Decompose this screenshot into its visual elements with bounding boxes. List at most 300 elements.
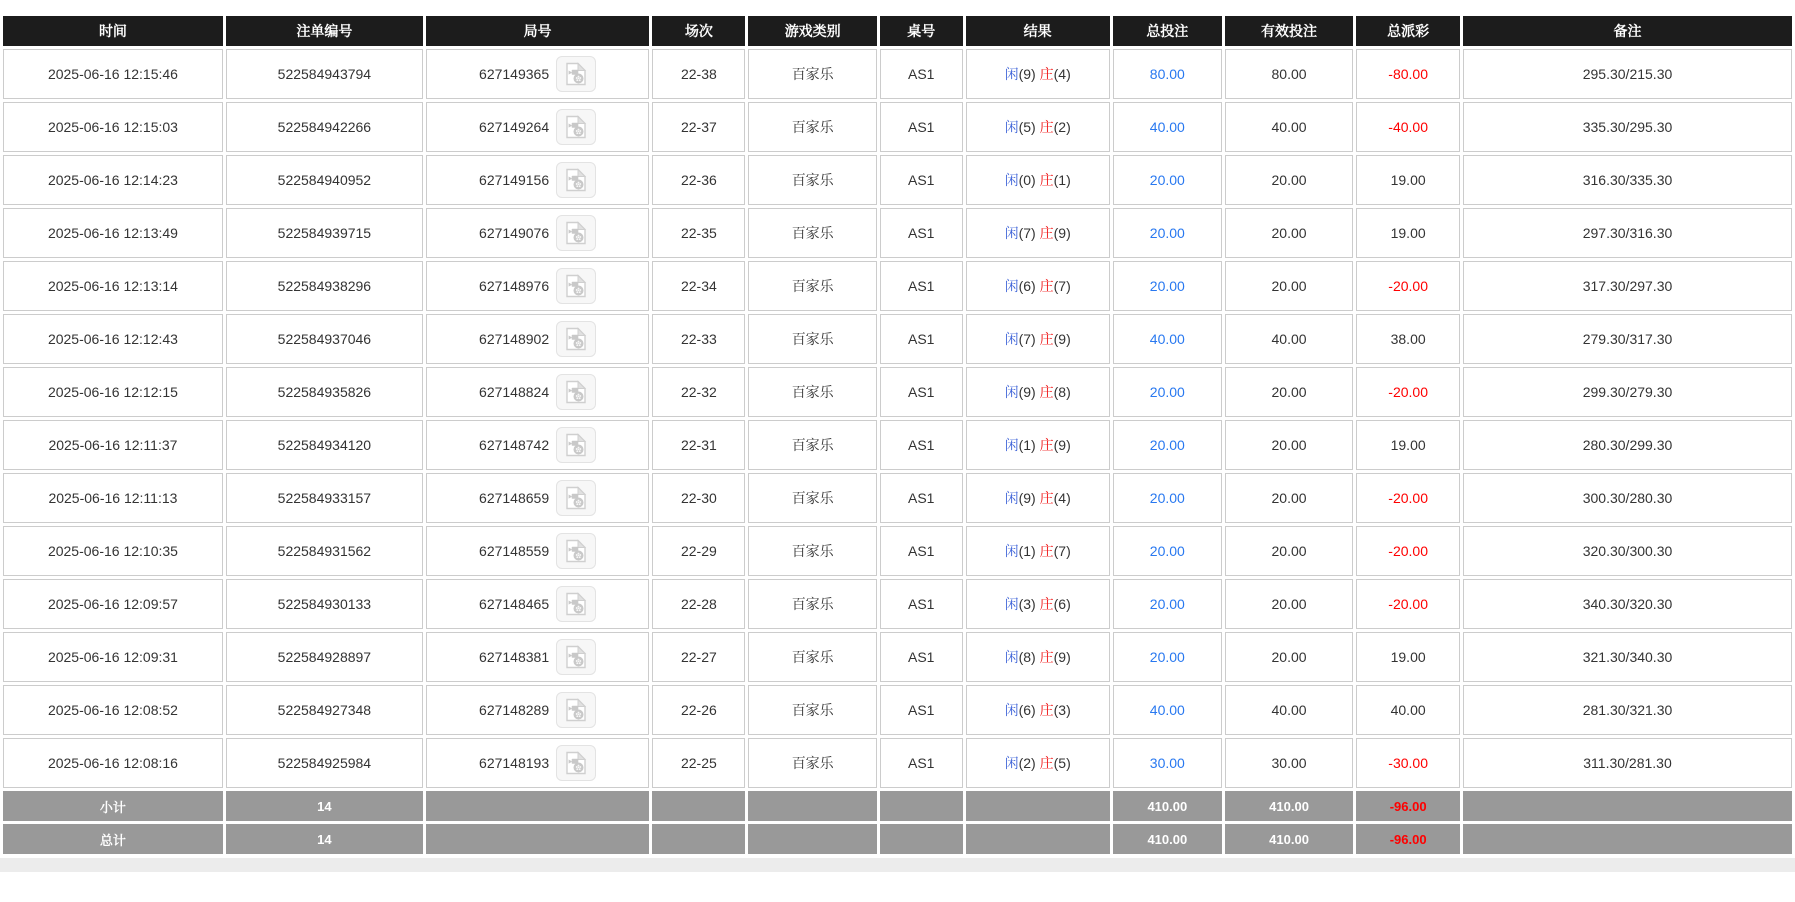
round-id: 627149365: [479, 66, 550, 82]
bet-id-cell: 522584934120: [226, 420, 423, 470]
bet-row: [3, 208, 1792, 258]
result-cell: [966, 473, 1110, 523]
time-cell: 2025-06-16 12:15:46: [3, 49, 223, 99]
payout-cell: -20.00: [1356, 367, 1460, 417]
video-replay-icon: [563, 274, 589, 298]
result-cell: [966, 314, 1110, 364]
payout-cell: 19.00: [1356, 420, 1460, 470]
player-result-score: (9): [1018, 66, 1036, 82]
remark-cell: 320.30/300.30: [1463, 526, 1792, 576]
banker-result-label: 庄: [1039, 649, 1054, 665]
summary-empty-cell: [652, 824, 745, 854]
round-cell: [426, 208, 649, 258]
payout-cell: -30.00: [1356, 738, 1460, 788]
column-header: 有效投注: [1225, 16, 1353, 46]
video-replay-button[interactable]: [556, 586, 596, 622]
summary-count-cell: 14: [226, 791, 423, 821]
remark-cell: 335.30/295.30: [1463, 102, 1792, 152]
result-cell: [966, 49, 1110, 99]
banker-result-label: 庄: [1039, 119, 1054, 135]
summary-valid-bet-cell: 410.00: [1225, 791, 1353, 821]
bet-row: [3, 526, 1792, 576]
result-cell: [966, 208, 1110, 258]
player-result-score: (3): [1018, 596, 1036, 612]
banker-result-score: (9): [1053, 225, 1071, 241]
valid-bet-cell: 40.00: [1225, 685, 1353, 735]
player-result-score: (7): [1018, 331, 1036, 347]
summary-empty-cell: [426, 824, 649, 854]
banker-result-score: (6): [1053, 596, 1071, 612]
video-replay-button[interactable]: [556, 268, 596, 304]
time-cell: 2025-06-16 12:09:57: [3, 579, 223, 629]
video-replay-button[interactable]: [556, 639, 596, 675]
banker-result-score: (8): [1053, 384, 1071, 400]
video-replay-button[interactable]: [556, 109, 596, 145]
session-cell: 22-33: [652, 314, 745, 364]
session-cell: 22-38: [652, 49, 745, 99]
player-result-label: 闲: [1004, 384, 1019, 400]
video-replay-icon: [563, 486, 589, 510]
video-replay-button[interactable]: [556, 374, 596, 410]
player-result-score: (8): [1018, 649, 1036, 665]
video-replay-icon: [563, 433, 589, 457]
session-cell: 22-31: [652, 420, 745, 470]
game-type-cell: 百家乐: [748, 314, 876, 364]
session-cell: 22-29: [652, 526, 745, 576]
time-cell: 2025-06-16 12:09:31: [3, 632, 223, 682]
player-result-label: 闲: [1004, 119, 1019, 135]
total-bet-cell: 20.00: [1113, 261, 1222, 311]
video-replay-icon: [563, 539, 589, 563]
time-cell: 2025-06-16 12:10:35: [3, 526, 223, 576]
player-result-label: 闲: [1004, 702, 1019, 718]
game-type-cell: 百家乐: [748, 155, 876, 205]
time-cell: 2025-06-16 12:12:15: [3, 367, 223, 417]
bet-id-cell: 522584928897: [226, 632, 423, 682]
bet-history-table: [0, 13, 1795, 857]
banker-result-score: (7): [1053, 278, 1071, 294]
video-replay-button[interactable]: [556, 692, 596, 728]
time-cell: 2025-06-16 12:13:49: [3, 208, 223, 258]
table-no-cell: AS1: [880, 367, 963, 417]
round-cell: [426, 738, 649, 788]
summary-empty-cell: [880, 791, 963, 821]
round-cell: [426, 367, 649, 417]
summary-empty-cell: [652, 791, 745, 821]
summary-empty-cell: [748, 791, 876, 821]
banker-result-score: (9): [1053, 437, 1071, 453]
session-cell: 22-34: [652, 261, 745, 311]
valid-bet-cell: 20.00: [1225, 526, 1353, 576]
round-id: 627148824: [479, 384, 550, 400]
session-cell: 22-28: [652, 579, 745, 629]
summary-empty-cell: [748, 824, 876, 854]
banker-result-label: 庄: [1039, 596, 1054, 612]
column-header: 总投注: [1113, 16, 1222, 46]
session-cell: 22-26: [652, 685, 745, 735]
valid-bet-cell: 40.00: [1225, 314, 1353, 364]
valid-bet-cell: 20.00: [1225, 208, 1353, 258]
banker-result-label: 庄: [1039, 702, 1054, 718]
total-bet-cell: 20.00: [1113, 632, 1222, 682]
payout-cell: -20.00: [1356, 473, 1460, 523]
round-cell: [426, 632, 649, 682]
result-cell: [966, 155, 1110, 205]
banker-result-label: 庄: [1039, 225, 1054, 241]
valid-bet-cell: 20.00: [1225, 420, 1353, 470]
banker-result-label: 庄: [1039, 278, 1054, 294]
video-replay-button[interactable]: [556, 745, 596, 781]
valid-bet-cell: 30.00: [1225, 738, 1353, 788]
bet-row: [3, 473, 1792, 523]
session-cell: 22-37: [652, 102, 745, 152]
game-type-cell: 百家乐: [748, 261, 876, 311]
round-id: 627149076: [479, 225, 550, 241]
column-header: 注单编号: [226, 16, 423, 46]
result-cell: [966, 102, 1110, 152]
player-result-score: (5): [1018, 119, 1036, 135]
total-bet-cell: 20.00: [1113, 579, 1222, 629]
remark-cell: 299.30/279.30: [1463, 367, 1792, 417]
payout-cell: 19.00: [1356, 155, 1460, 205]
valid-bet-cell: 20.00: [1225, 473, 1353, 523]
remark-cell: 300.30/280.30: [1463, 473, 1792, 523]
game-type-cell: 百家乐: [748, 49, 876, 99]
round-id: 627148742: [479, 437, 550, 453]
column-header: 桌号: [880, 16, 963, 46]
game-type-cell: 百家乐: [748, 526, 876, 576]
bet-id-cell: 522584931562: [226, 526, 423, 576]
time-cell: 2025-06-16 12:08:16: [3, 738, 223, 788]
banker-result-score: (9): [1053, 331, 1071, 347]
payout-cell: -40.00: [1356, 102, 1460, 152]
table-no-cell: AS1: [880, 420, 963, 470]
result-cell: [966, 632, 1110, 682]
player-result-score: (6): [1018, 278, 1036, 294]
summary-empty-cell: [966, 824, 1110, 854]
player-result-label: 闲: [1004, 543, 1019, 559]
summary-count-cell: 14: [226, 824, 423, 854]
round-id: 627148193: [479, 755, 550, 771]
video-replay-button[interactable]: [556, 427, 596, 463]
bet-row: [3, 579, 1792, 629]
round-cell: [426, 526, 649, 576]
bet-row: [3, 155, 1792, 205]
player-result-label: 闲: [1004, 225, 1019, 241]
video-replay-icon: [563, 327, 589, 351]
result-cell: [966, 420, 1110, 470]
game-type-cell: 百家乐: [748, 473, 876, 523]
video-replay-icon: [563, 751, 589, 775]
session-cell: 22-36: [652, 155, 745, 205]
summary-empty-cell: [966, 791, 1110, 821]
summary-empty-cell: [880, 824, 963, 854]
bet-id-cell: 522584942266: [226, 102, 423, 152]
banker-result-label: 庄: [1039, 543, 1054, 559]
summary-remark-cell: [1463, 824, 1792, 854]
round-id: 627148381: [479, 649, 550, 665]
valid-bet-cell: 20.00: [1225, 261, 1353, 311]
round-cell: [426, 49, 649, 99]
time-cell: 2025-06-16 12:13:14: [3, 261, 223, 311]
player-result-score: (9): [1018, 490, 1036, 506]
game-type-cell: 百家乐: [748, 632, 876, 682]
game-type-cell: 百家乐: [748, 420, 876, 470]
round-id: 627148659: [479, 490, 550, 506]
remark-cell: 316.30/335.30: [1463, 155, 1792, 205]
session-cell: 22-30: [652, 473, 745, 523]
player-result-score: (1): [1018, 437, 1036, 453]
summary-valid-bet-cell: 410.00: [1225, 824, 1353, 854]
table-no-cell: AS1: [880, 208, 963, 258]
payout-cell: 40.00: [1356, 685, 1460, 735]
round-cell: [426, 420, 649, 470]
remark-cell: 311.30/281.30: [1463, 738, 1792, 788]
game-type-cell: 百家乐: [748, 208, 876, 258]
banker-result-label: 庄: [1039, 384, 1054, 400]
summary-total-bet-cell: 410.00: [1113, 791, 1222, 821]
player-result-label: 闲: [1004, 331, 1019, 347]
player-result-label: 闲: [1004, 490, 1019, 506]
bet-id-cell: 522584927348: [226, 685, 423, 735]
player-result-label: 闲: [1004, 649, 1019, 665]
remark-cell: 340.30/320.30: [1463, 579, 1792, 629]
table-no-cell: AS1: [880, 685, 963, 735]
total-bet-cell: 20.00: [1113, 367, 1222, 417]
result-cell: [966, 685, 1110, 735]
player-result-label: 闲: [1004, 755, 1019, 771]
player-result-label: 闲: [1004, 596, 1019, 612]
payout-cell: -20.00: [1356, 579, 1460, 629]
total-bet-cell: 30.00: [1113, 738, 1222, 788]
table-no-cell: AS1: [880, 261, 963, 311]
bet-id-cell: 522584943794: [226, 49, 423, 99]
round-cell: [426, 473, 649, 523]
payout-cell: -20.00: [1356, 261, 1460, 311]
header-row: [3, 16, 1792, 46]
remark-cell: 280.30/299.30: [1463, 420, 1792, 470]
video-replay-icon: [563, 221, 589, 245]
player-result-score: (1): [1018, 543, 1036, 559]
bet-id-cell: 522584939715: [226, 208, 423, 258]
game-type-cell: 百家乐: [748, 738, 876, 788]
payout-cell: -80.00: [1356, 49, 1460, 99]
time-cell: 2025-06-16 12:08:52: [3, 685, 223, 735]
bet-id-cell: 522584933157: [226, 473, 423, 523]
round-id: 627149264: [479, 119, 550, 135]
video-replay-icon: [563, 698, 589, 722]
time-cell: 2025-06-16 12:11:37: [3, 420, 223, 470]
payout-cell: 19.00: [1356, 208, 1460, 258]
time-cell: 2025-06-16 12:11:13: [3, 473, 223, 523]
video-replay-button[interactable]: [556, 321, 596, 357]
round-id: 627148559: [479, 543, 550, 559]
bet-row: [3, 49, 1792, 99]
game-type-cell: 百家乐: [748, 579, 876, 629]
column-header: 游戏类别: [748, 16, 876, 46]
remark-cell: 317.30/297.30: [1463, 261, 1792, 311]
result-cell: [966, 367, 1110, 417]
table-no-cell: AS1: [880, 102, 963, 152]
player-result-score: (6): [1018, 702, 1036, 718]
banker-result-score: (3): [1053, 702, 1071, 718]
summary-total-bet-cell: 410.00: [1113, 824, 1222, 854]
bet-id-cell: 522584925984: [226, 738, 423, 788]
time-cell: 2025-06-16 12:12:43: [3, 314, 223, 364]
total-bet-cell: 20.00: [1113, 155, 1222, 205]
table-no-cell: AS1: [880, 526, 963, 576]
column-header: 结果: [966, 16, 1110, 46]
summary-payout-cell: -96.00: [1356, 824, 1460, 854]
table-no-cell: AS1: [880, 473, 963, 523]
bet-row: [3, 367, 1792, 417]
round-id: 627148465: [479, 596, 550, 612]
video-replay-button[interactable]: [556, 162, 596, 198]
session-cell: 22-32: [652, 367, 745, 417]
remark-cell: 279.30/317.30: [1463, 314, 1792, 364]
total-bet-cell: 20.00: [1113, 420, 1222, 470]
bet-row: [3, 685, 1792, 735]
table-no-cell: AS1: [880, 155, 963, 205]
video-replay-icon: [563, 115, 589, 139]
game-type-cell: 百家乐: [748, 685, 876, 735]
result-cell: [966, 261, 1110, 311]
game-type-cell: 百家乐: [748, 367, 876, 417]
summary-label-cell: 小计: [3, 791, 223, 821]
valid-bet-cell: 80.00: [1225, 49, 1353, 99]
payout-cell: -20.00: [1356, 526, 1460, 576]
remark-cell: 295.30/215.30: [1463, 49, 1792, 99]
bet-row: [3, 420, 1792, 470]
player-result-label: 闲: [1004, 278, 1019, 294]
video-replay-button[interactable]: [556, 56, 596, 92]
summary-empty-cell: [426, 791, 649, 821]
round-cell: [426, 261, 649, 311]
payout-cell: 19.00: [1356, 632, 1460, 682]
round-cell: [426, 314, 649, 364]
bet-id-cell: 522584938296: [226, 261, 423, 311]
player-result-score: (0): [1018, 172, 1036, 188]
player-result-label: 闲: [1004, 172, 1019, 188]
bet-row: [3, 102, 1792, 152]
time-cell: 2025-06-16 12:14:23: [3, 155, 223, 205]
summary-label-cell: 总计: [3, 824, 223, 854]
result-cell: [966, 526, 1110, 576]
round-cell: [426, 685, 649, 735]
banker-result-label: 庄: [1039, 490, 1054, 506]
round-id: 627148976: [479, 278, 550, 294]
banker-result-score: (2): [1053, 119, 1071, 135]
total-bet-cell: 80.00: [1113, 49, 1222, 99]
game-type-cell: 百家乐: [748, 102, 876, 152]
round-cell: [426, 155, 649, 205]
banker-result-label: 庄: [1039, 331, 1054, 347]
banker-result-score: (7): [1053, 543, 1071, 559]
remark-cell: 297.30/316.30: [1463, 208, 1792, 258]
video-replay-button[interactable]: [556, 533, 596, 569]
player-result-score: (9): [1018, 384, 1036, 400]
table-no-cell: AS1: [880, 49, 963, 99]
bet-id-cell: 522584937046: [226, 314, 423, 364]
time-cell: 2025-06-16 12:15:03: [3, 102, 223, 152]
total-bet-cell: 20.00: [1113, 208, 1222, 258]
table-no-cell: AS1: [880, 314, 963, 364]
valid-bet-cell: 20.00: [1225, 579, 1353, 629]
session-cell: 22-25: [652, 738, 745, 788]
table-no-cell: AS1: [880, 632, 963, 682]
banker-result-score: (1): [1053, 172, 1071, 188]
table-no-cell: AS1: [880, 579, 963, 629]
valid-bet-cell: 20.00: [1225, 155, 1353, 205]
round-cell: [426, 579, 649, 629]
total-bet-cell: 40.00: [1113, 102, 1222, 152]
page-footer-strip: [0, 858, 1795, 872]
result-cell: [966, 738, 1110, 788]
round-id: 627148902: [479, 331, 550, 347]
banker-result-label: 庄: [1039, 755, 1054, 771]
video-replay-icon: [563, 168, 589, 192]
column-header: 备注: [1463, 16, 1792, 46]
video-replay-button[interactable]: [556, 215, 596, 251]
bet-id-cell: 522584930133: [226, 579, 423, 629]
round-cell: [426, 102, 649, 152]
table-no-cell: AS1: [880, 738, 963, 788]
valid-bet-cell: 40.00: [1225, 102, 1353, 152]
player-result-score: (7): [1018, 225, 1036, 241]
result-cell: [966, 579, 1110, 629]
summary-payout-cell: -96.00: [1356, 791, 1460, 821]
player-result-score: (2): [1018, 755, 1036, 771]
video-replay-icon: [563, 645, 589, 669]
bet-row: [3, 738, 1792, 788]
bet-row: [3, 632, 1792, 682]
player-result-label: 闲: [1004, 437, 1019, 453]
column-header: 局号: [426, 16, 649, 46]
banker-result-label: 庄: [1039, 172, 1054, 188]
bet-id-cell: 522584935826: [226, 367, 423, 417]
banker-result-score: (9): [1053, 649, 1071, 665]
round-id: 627149156: [479, 172, 550, 188]
payout-cell: 38.00: [1356, 314, 1460, 364]
banker-result-label: 庄: [1039, 66, 1054, 82]
banker-result-score: (5): [1053, 755, 1071, 771]
video-replay-icon: [563, 62, 589, 86]
banker-result-score: (4): [1053, 490, 1071, 506]
total-bet-cell: 20.00: [1113, 473, 1222, 523]
remark-cell: 321.30/340.30: [1463, 632, 1792, 682]
column-header: 时间: [3, 16, 223, 46]
session-cell: 22-27: [652, 632, 745, 682]
total-bet-cell: 20.00: [1113, 526, 1222, 576]
bet-row: [3, 314, 1792, 364]
video-replay-button[interactable]: [556, 480, 596, 516]
total-bet-cell: 40.00: [1113, 685, 1222, 735]
valid-bet-cell: 20.00: [1225, 632, 1353, 682]
summary-remark-cell: [1463, 791, 1792, 821]
player-result-label: 闲: [1004, 66, 1019, 82]
grandtotal-row: [3, 824, 1792, 854]
total-bet-cell: 40.00: [1113, 314, 1222, 364]
bet-id-cell: 522584940952: [226, 155, 423, 205]
banker-result-score: (4): [1053, 66, 1071, 82]
session-cell: 22-35: [652, 208, 745, 258]
valid-bet-cell: 20.00: [1225, 367, 1353, 417]
remark-cell: 281.30/321.30: [1463, 685, 1792, 735]
video-replay-icon: [563, 592, 589, 616]
subtotal-row: [3, 791, 1792, 821]
column-header: 场次: [652, 16, 745, 46]
column-header: 总派彩: [1356, 16, 1460, 46]
